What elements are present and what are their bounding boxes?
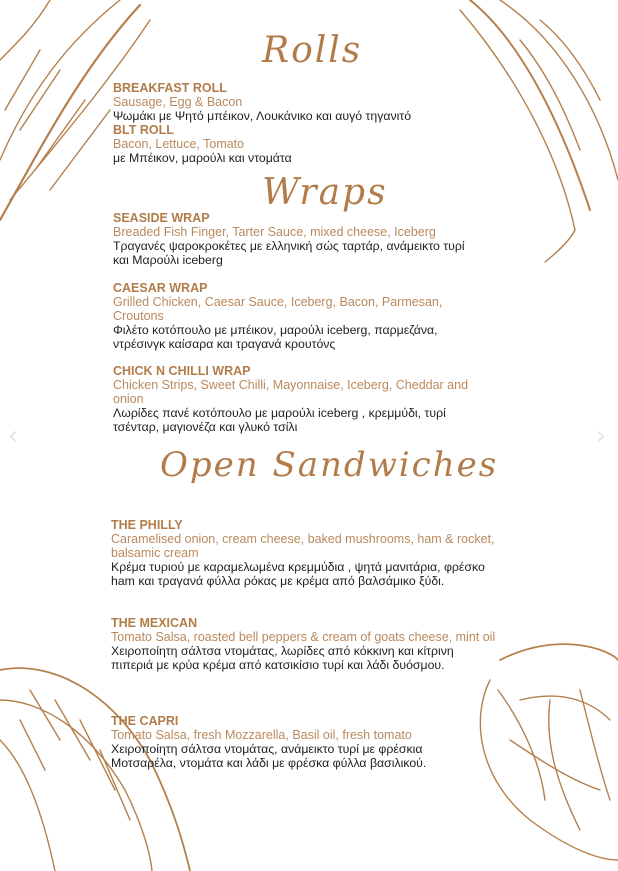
item-greek: Λωρίδες πανέ κοτόπουλο με μαρούλι iceberg , κρεμμύδι, τυρί τσένταρ, μαγιονέζα και γλυκό τσίλι [113, 406, 446, 434]
item-name: THE CAPRI [111, 714, 179, 728]
item-greek: Τραγανές ψαροκροκέτες με ελληνική σώς ταρτάρ, ανάμεικτο τυρί και Μαρούλι iceberg [113, 239, 465, 267]
item-greek: Φιλέτο κοτόπουλο με μπέικον, μαρούλι iceberg, παρμεζάνα, ντρέσινγκ καίσαρα και τραγανά κρουτόνς [113, 323, 438, 351]
menu-item [113, 211, 483, 267]
item-name: THE MEXICAN [111, 616, 198, 630]
item-greek: Χειροποίητη σάλτσα ντομάτας, λωρίδες από κόκκινη και κίτρινη πιπεριά με κρύα κρέμα από κατσικίσιο τυρί και λάδι δυόσμου. [111, 644, 454, 672]
item-greek: με Μπέικον, μαρούλι και ντομάτα [113, 151, 292, 165]
item-name: BREAKFAST ROLL [113, 81, 227, 95]
item-name: CAESAR WRAP [113, 281, 208, 295]
item-name: SEASIDE WRAP [113, 211, 210, 225]
chevron-left-icon[interactable]: ‹ [7, 421, 19, 451]
section-title-rolls: Rolls [262, 30, 363, 71]
item-english: Chicken Strips, Sweet Chilli, Mayonnaise, Iceberg, Cheddar and onion [113, 378, 469, 406]
item-greek: Χειροποίητη σάλτσα ντομάτας, ανάμεικτο τυρί με φρέσκια Μοτσαρέλα, ντομάτα και λάδι με φρέσκα φύλλα βασιλικού. [111, 742, 427, 770]
menu-item [113, 123, 533, 165]
menu-item [113, 364, 483, 434]
item-greek: Κρέμα τυριού με καραμελωμένα κρεμμύδια , ψητά μανιτάρια, φρέσκο ham και τραγανά φύλλα ρόκας με κρέμα από βαλσάμικο ξύδι. [111, 560, 485, 588]
menu-item [111, 714, 471, 770]
item-name: CHICK N CHILLI WRAP [113, 364, 251, 378]
item-english: Tomato Salsa, roasted bell peppers & cream of goats cheese, mint oil [111, 630, 496, 644]
item-english: Bacon, Lettuce, Tomato [113, 137, 245, 151]
menu-item [111, 616, 496, 672]
item-name: BLT ROLL [113, 123, 174, 137]
menu-item [111, 518, 496, 588]
item-english: Grilled Chicken, Caesar Sauce, Iceberg, Bacon, Parmesan, Croutons [113, 295, 443, 323]
item-english: Caramelised onion, cream cheese, baked mushrooms, ham & rocket, balsamic cream [111, 532, 495, 560]
menu-item [113, 81, 533, 123]
item-english: Breaded Fish Finger, Tarter Sauce, mixed cheese, Iceberg [113, 225, 436, 239]
chevron-right-icon[interactable]: › [595, 421, 607, 451]
item-greek: Ψωμάκι με Ψητό μπέικον, Λουκάνικο και αυγό τηγανιτό [113, 109, 412, 123]
section-title-open-sandwiches: Open Sandwiches [160, 445, 499, 485]
item-english: Tomato Salsa, fresh Mozzarella, Basil oil, fresh tomato [111, 728, 412, 742]
item-name: THE PHILLY [111, 518, 183, 532]
section-title-wraps: Wraps [262, 172, 388, 213]
menu-item [113, 281, 483, 351]
item-english: Sausage, Egg & Bacon [113, 95, 243, 109]
